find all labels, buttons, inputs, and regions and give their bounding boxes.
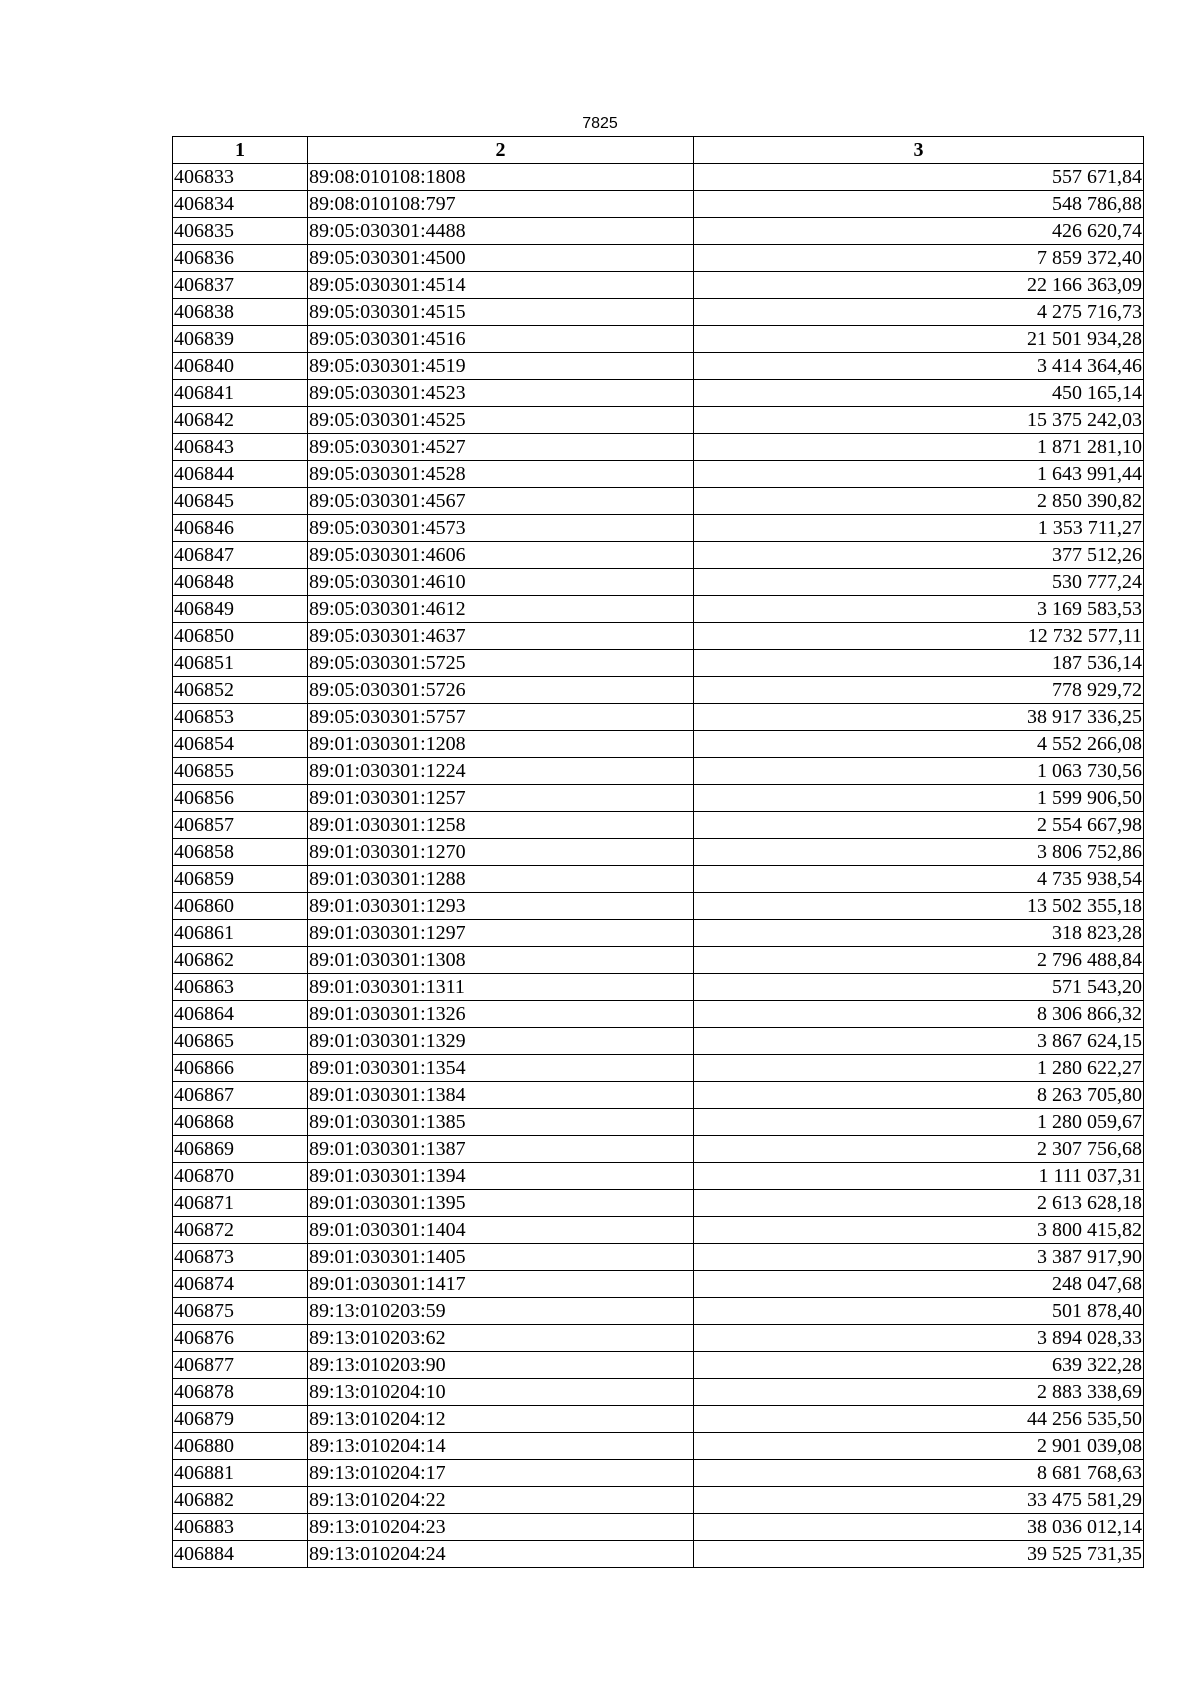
row-number-cell: 406855	[173, 758, 308, 785]
value-cell: 639 322,28	[694, 1352, 1144, 1379]
cadastral-number-cell: 89:05:030301:5725	[308, 650, 694, 677]
table-row	[173, 1109, 1144, 1136]
cadastral-number-cell: 89:01:030301:1394	[308, 1163, 694, 1190]
row-number-cell: 406842	[173, 407, 308, 434]
row-number-cell: 406870	[173, 1163, 308, 1190]
value-cell: 548 786,88	[694, 191, 1144, 218]
cadastral-number-cell: 89:05:030301:4515	[308, 299, 694, 326]
value-cell: 8 263 705,80	[694, 1082, 1144, 1109]
value-cell: 8 681 768,63	[694, 1460, 1144, 1487]
table-row	[173, 920, 1144, 947]
row-number-cell: 406878	[173, 1379, 308, 1406]
value-cell: 2 613 628,18	[694, 1190, 1144, 1217]
row-number-cell: 406871	[173, 1190, 308, 1217]
cadastral-number-cell: 89:05:030301:4606	[308, 542, 694, 569]
cadastral-number-cell: 89:01:030301:1258	[308, 812, 694, 839]
value-cell: 33 475 581,29	[694, 1487, 1144, 1514]
value-cell: 21 501 934,28	[694, 326, 1144, 353]
row-number-cell: 406861	[173, 920, 308, 947]
cadastral-number-cell: 89:05:030301:4523	[308, 380, 694, 407]
cadastral-number-cell: 89:01:030301:1208	[308, 731, 694, 758]
row-number-cell: 406866	[173, 1055, 308, 1082]
value-cell: 1 871 281,10	[694, 434, 1144, 461]
row-number-cell: 406856	[173, 785, 308, 812]
cadastral-number-cell: 89:01:030301:1326	[308, 1001, 694, 1028]
value-cell: 8 306 866,32	[694, 1001, 1144, 1028]
cadastral-number-cell: 89:01:030301:1270	[308, 839, 694, 866]
table-row	[173, 299, 1144, 326]
value-cell: 450 165,14	[694, 380, 1144, 407]
cadastral-number-cell: 89:01:030301:1405	[308, 1244, 694, 1271]
value-cell: 187 536,14	[694, 650, 1144, 677]
table-row	[173, 1055, 1144, 1082]
value-cell: 15 375 242,03	[694, 407, 1144, 434]
row-number-cell: 406853	[173, 704, 308, 731]
cadastral-number-cell: 89:05:030301:4610	[308, 569, 694, 596]
table-row	[173, 866, 1144, 893]
row-number-cell: 406880	[173, 1433, 308, 1460]
table-row	[173, 218, 1144, 245]
page-number: 7825	[582, 115, 618, 132]
row-number-cell: 406873	[173, 1244, 308, 1271]
cadastral-number-cell: 89:13:010204:12	[308, 1406, 694, 1433]
cadastral-number-cell: 89:05:030301:4500	[308, 245, 694, 272]
value-cell: 2 796 488,84	[694, 947, 1144, 974]
registry-table	[172, 136, 1144, 1568]
row-number-cell: 406840	[173, 353, 308, 380]
row-number-cell: 406877	[173, 1352, 308, 1379]
table-row	[173, 542, 1144, 569]
row-number-cell: 406854	[173, 731, 308, 758]
table-row	[173, 434, 1144, 461]
cadastral-number-cell: 89:05:030301:4516	[308, 326, 694, 353]
row-number-cell: 406864	[173, 1001, 308, 1028]
value-cell: 3 806 752,86	[694, 839, 1144, 866]
cadastral-number-cell: 89:05:030301:4527	[308, 434, 694, 461]
table-row	[173, 191, 1144, 218]
value-cell: 426 620,74	[694, 218, 1144, 245]
cadastral-number-cell: 89:01:030301:1387	[308, 1136, 694, 1163]
table-row	[173, 1136, 1144, 1163]
row-number-cell: 406859	[173, 866, 308, 893]
value-cell: 530 777,24	[694, 569, 1144, 596]
value-cell: 1 111 037,31	[694, 1163, 1144, 1190]
table-row	[173, 164, 1144, 191]
table-row	[173, 1487, 1144, 1514]
row-number-cell: 406851	[173, 650, 308, 677]
row-number-cell: 406881	[173, 1460, 308, 1487]
row-number-cell: 406876	[173, 1325, 308, 1352]
row-number-cell: 406883	[173, 1514, 308, 1541]
row-number-cell: 406835	[173, 218, 308, 245]
value-cell: 2 307 756,68	[694, 1136, 1144, 1163]
cadastral-number-cell: 89:05:030301:4567	[308, 488, 694, 515]
table-row	[173, 1028, 1144, 1055]
cadastral-number-cell: 89:05:030301:4637	[308, 623, 694, 650]
cadastral-number-cell: 89:08:010108:797	[308, 191, 694, 218]
column-header-2: 2	[308, 137, 694, 164]
value-cell: 44 256 535,50	[694, 1406, 1144, 1433]
row-number-cell: 406872	[173, 1217, 308, 1244]
value-cell: 1 643 991,44	[694, 461, 1144, 488]
table-row	[173, 407, 1144, 434]
value-cell: 3 800 415,82	[694, 1217, 1144, 1244]
row-number-cell: 406847	[173, 542, 308, 569]
row-number-cell: 406838	[173, 299, 308, 326]
row-number-cell: 406845	[173, 488, 308, 515]
value-cell: 38 036 012,14	[694, 1514, 1144, 1541]
table-header-row	[173, 137, 1144, 164]
table-row	[173, 893, 1144, 920]
table-row	[173, 623, 1144, 650]
table-row	[173, 1514, 1144, 1541]
table-row	[173, 650, 1144, 677]
cadastral-number-cell: 89:13:010204:10	[308, 1379, 694, 1406]
table-row	[173, 569, 1144, 596]
value-cell: 248 047,68	[694, 1271, 1144, 1298]
row-number-cell: 406841	[173, 380, 308, 407]
row-number-cell: 406858	[173, 839, 308, 866]
value-cell: 3 894 028,33	[694, 1325, 1144, 1352]
row-number-cell: 406836	[173, 245, 308, 272]
table-row	[173, 758, 1144, 785]
value-cell: 377 512,26	[694, 542, 1144, 569]
cadastral-number-cell: 89:01:030301:1395	[308, 1190, 694, 1217]
row-number-cell: 406839	[173, 326, 308, 353]
table-row	[173, 272, 1144, 299]
row-number-cell: 406862	[173, 947, 308, 974]
value-cell: 3 867 624,15	[694, 1028, 1144, 1055]
value-cell: 1 353 711,27	[694, 515, 1144, 542]
row-number-cell: 406843	[173, 434, 308, 461]
cadastral-number-cell: 89:01:030301:1329	[308, 1028, 694, 1055]
table-row	[173, 1541, 1144, 1568]
cadastral-number-cell: 89:01:030301:1224	[308, 758, 694, 785]
value-cell: 4 735 938,54	[694, 866, 1144, 893]
row-number-cell: 406879	[173, 1406, 308, 1433]
column-header-3: 3	[694, 137, 1144, 164]
table-body	[173, 164, 1144, 1568]
row-number-cell: 406846	[173, 515, 308, 542]
value-cell: 1 280 622,27	[694, 1055, 1144, 1082]
value-cell: 7 859 372,40	[694, 245, 1144, 272]
row-number-cell: 406833	[173, 164, 308, 191]
table-row	[173, 1325, 1144, 1352]
cadastral-number-cell: 89:01:030301:1417	[308, 1271, 694, 1298]
table-row	[173, 677, 1144, 704]
cadastral-number-cell: 89:01:030301:1297	[308, 920, 694, 947]
row-number-cell: 406849	[173, 596, 308, 623]
row-number-cell: 406874	[173, 1271, 308, 1298]
cadastral-number-cell: 89:13:010204:17	[308, 1460, 694, 1487]
table-row	[173, 974, 1144, 1001]
value-cell: 4 552 266,08	[694, 731, 1144, 758]
row-number-cell: 406863	[173, 974, 308, 1001]
row-number-cell: 406875	[173, 1298, 308, 1325]
cadastral-number-cell: 89:13:010204:14	[308, 1433, 694, 1460]
value-cell: 557 671,84	[694, 164, 1144, 191]
cadastral-number-cell: 89:01:030301:1311	[308, 974, 694, 1001]
row-number-cell: 406837	[173, 272, 308, 299]
cadastral-number-cell: 89:13:010203:62	[308, 1325, 694, 1352]
row-number-cell: 406857	[173, 812, 308, 839]
cadastral-number-cell: 89:05:030301:4514	[308, 272, 694, 299]
table-row	[173, 1298, 1144, 1325]
value-cell: 13 502 355,18	[694, 893, 1144, 920]
table-row	[173, 488, 1144, 515]
cadastral-number-cell: 89:01:030301:1308	[308, 947, 694, 974]
value-cell: 2 901 039,08	[694, 1433, 1144, 1460]
table-row	[173, 1163, 1144, 1190]
cadastral-number-cell: 89:01:030301:1288	[308, 866, 694, 893]
cadastral-number-cell: 89:05:030301:5757	[308, 704, 694, 731]
cadastral-number-cell: 89:05:030301:4528	[308, 461, 694, 488]
table-row	[173, 1244, 1144, 1271]
value-cell: 1 280 059,67	[694, 1109, 1144, 1136]
table-row	[173, 461, 1144, 488]
value-cell: 3 414 364,46	[694, 353, 1144, 380]
table-row	[173, 245, 1144, 272]
table-row	[173, 947, 1144, 974]
table-row	[173, 731, 1144, 758]
value-cell: 3 169 583,53	[694, 596, 1144, 623]
cadastral-number-cell: 89:05:030301:4519	[308, 353, 694, 380]
value-cell: 4 275 716,73	[694, 299, 1144, 326]
cadastral-number-cell: 89:01:030301:1293	[308, 893, 694, 920]
value-cell: 22 166 363,09	[694, 272, 1144, 299]
row-number-cell: 406850	[173, 623, 308, 650]
table-row	[173, 1433, 1144, 1460]
cadastral-number-cell: 89:01:030301:1257	[308, 785, 694, 812]
cadastral-number-cell: 89:05:030301:4488	[308, 218, 694, 245]
row-number-cell: 406844	[173, 461, 308, 488]
cadastral-number-cell: 89:05:030301:4525	[308, 407, 694, 434]
row-number-cell: 406867	[173, 1082, 308, 1109]
table-row	[173, 812, 1144, 839]
cadastral-number-cell: 89:13:010204:22	[308, 1487, 694, 1514]
table-row	[173, 326, 1144, 353]
value-cell: 2 883 338,69	[694, 1379, 1144, 1406]
value-cell: 2 850 390,82	[694, 488, 1144, 515]
value-cell: 2 554 667,98	[694, 812, 1144, 839]
value-cell: 501 878,40	[694, 1298, 1144, 1325]
value-cell: 778 929,72	[694, 677, 1144, 704]
table-row	[173, 785, 1144, 812]
cadastral-number-cell: 89:08:010108:1808	[308, 164, 694, 191]
column-header-1: 1	[173, 137, 308, 164]
table-row	[173, 353, 1144, 380]
row-number-cell: 406884	[173, 1541, 308, 1568]
table-row	[173, 839, 1144, 866]
table-row	[173, 1190, 1144, 1217]
cadastral-number-cell: 89:13:010203:90	[308, 1352, 694, 1379]
cadastral-number-cell: 89:01:030301:1385	[308, 1109, 694, 1136]
table-row	[173, 515, 1144, 542]
cadastral-number-cell: 89:13:010204:23	[308, 1514, 694, 1541]
table-row	[173, 1082, 1144, 1109]
table-row	[173, 704, 1144, 731]
value-cell: 3 387 917,90	[694, 1244, 1144, 1271]
table-row	[173, 596, 1144, 623]
cadastral-number-cell: 89:01:030301:1384	[308, 1082, 694, 1109]
cadastral-number-cell: 89:13:010204:24	[308, 1541, 694, 1568]
cadastral-number-cell: 89:01:030301:1354	[308, 1055, 694, 1082]
value-cell: 12 732 577,11	[694, 623, 1144, 650]
row-number-cell: 406860	[173, 893, 308, 920]
value-cell: 38 917 336,25	[694, 704, 1144, 731]
value-cell: 1 063 730,56	[694, 758, 1144, 785]
cadastral-number-cell: 89:05:030301:5726	[308, 677, 694, 704]
table-row	[173, 1001, 1144, 1028]
cadastral-number-cell: 89:05:030301:4612	[308, 596, 694, 623]
cadastral-number-cell: 89:01:030301:1404	[308, 1217, 694, 1244]
row-number-cell: 406882	[173, 1487, 308, 1514]
cadastral-number-cell: 89:05:030301:4573	[308, 515, 694, 542]
table-row	[173, 1271, 1144, 1298]
row-number-cell: 406848	[173, 569, 308, 596]
value-cell: 1 599 906,50	[694, 785, 1144, 812]
row-number-cell: 406869	[173, 1136, 308, 1163]
value-cell: 571 543,20	[694, 974, 1144, 1001]
table-row	[173, 1460, 1144, 1487]
row-number-cell: 406865	[173, 1028, 308, 1055]
value-cell: 318 823,28	[694, 920, 1144, 947]
value-cell: 39 525 731,35	[694, 1541, 1144, 1568]
cadastral-number-cell: 89:13:010203:59	[308, 1298, 694, 1325]
row-number-cell: 406868	[173, 1109, 308, 1136]
table-row	[173, 1379, 1144, 1406]
row-number-cell: 406834	[173, 191, 308, 218]
table-row	[173, 1406, 1144, 1433]
row-number-cell: 406852	[173, 677, 308, 704]
table-row	[173, 1352, 1144, 1379]
table-row	[173, 380, 1144, 407]
table-row	[173, 1217, 1144, 1244]
